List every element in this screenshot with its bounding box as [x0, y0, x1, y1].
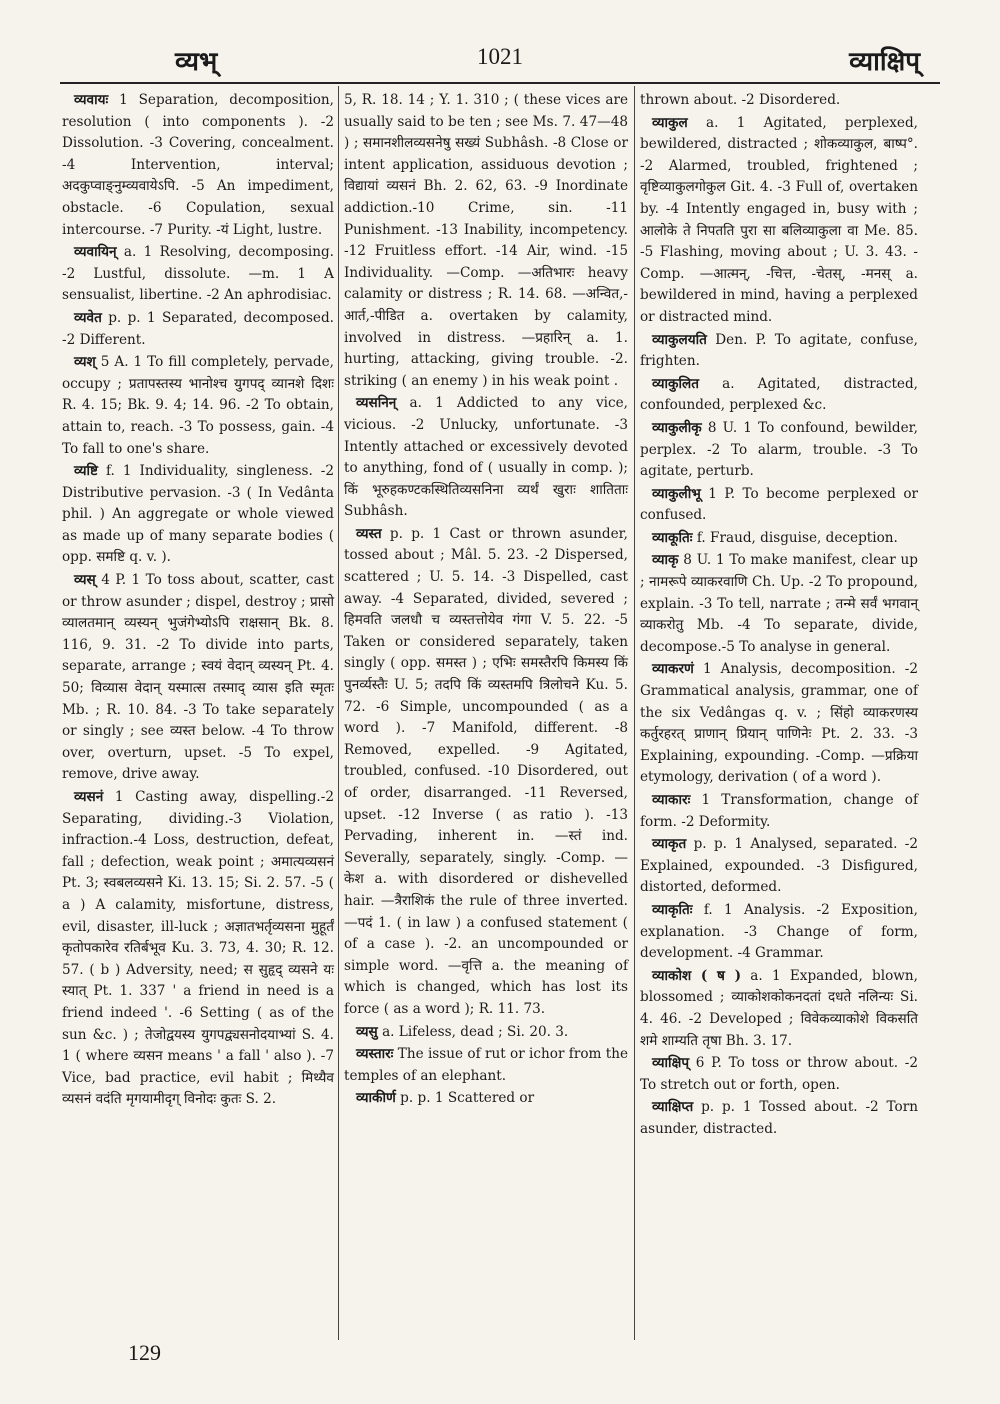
- entry-headword: व्याक्षिप्: [652, 1055, 690, 1072]
- dictionary-entry: [344, 393, 628, 523]
- entry-headword: व्याकुलित: [652, 375, 699, 392]
- entry-headword: व्याकारः: [652, 792, 691, 808]
- dictionary-entry: [344, 90, 628, 392]
- dictionary-column-3: [640, 90, 918, 1142]
- dictionary-entry: [640, 528, 918, 550]
- entry-headword: व्याकीर्ण: [356, 1090, 396, 1107]
- entry-definition: p. p. 1 Separated, decomposed. -2 Different.: [62, 309, 334, 348]
- dictionary-entry: [640, 418, 918, 483]
- dictionary-column-1: [62, 90, 334, 1112]
- dictionary-entry: [62, 787, 334, 1111]
- entry-definition: a. Lifeless, dead ; Si. 20. 3.: [382, 1023, 569, 1040]
- entry-definition: p. p. 1 Cast or thrown asunder, tossed about ; Mâl. 5. 23. -2 Dispersed, scattered ; U. 5. 14. -3 Dispelled, cast away. -4 Separated, divided, severed ; हिमवति जलधौ च व्यस्तत्तोयेव गंगा V. 5. 22. -5 Taken or considered separately, taken singly ( opp. समस्त ) ; एभिः समस्तैरपि किमस्य किं पुनर्व्यस्तैः U. 5; तदपि किं व्यस्तमपि त्रिलोचने Ku. 5. 72. -6 Simple, uncompounded ( as a word ). -7 Manifold, different. -8 Removed, expelled. -9 Agitated, troubled, confused. -10 Disordered, out of order, disarranged. -11 Reversed, upset. -12 Inverse ( as ratio ). -13 Pervading, inherent in. —स्तं ind. Severally, separately, singly. -Comp. —केश a. with disordered or dishevelled hair. —त्रैराशिकं the rule of three inverted. —पदं 1. ( in law ) a confused statement ( of a case ). -2. an uncompounded or simple word. —वृत्ति a. the meaning of which is changed, which has lost its force ( as a word ); R. 11. 73.: [344, 525, 628, 1017]
- entry-headword: व्यष्टि: [74, 463, 98, 480]
- entry-definition: 8 U. 1 To make manifest, clear up ; नामरूपे व्याकरवाणि Ch. Up. -2 To propound, explain. -3 To tell, narrate ; तन्मे सर्वं भगवान् व्याकरोतु Mb. -4 To separate, divide, decompose.-5 To analyse in general.: [640, 552, 918, 655]
- entry-definition: 4 P. 1 To toss about, scatter, cast or throw asunder ; dispel, destroy ; प्रासो व्यालतमान् व्यस्यन् भुजंगेभ्योऽपि राक्षसान् Bk. 8. 116, 9. 31. -2 To divide into parts, separate, arrange ; स्वयं वेदान् व्यस्यन् Pt. 4. 50; विव्यास वेदान् यस्मात्स तस्माद् व्यास इति स्मृतः Mb. ; R. 10. 84. -3 To take separately or singly ; see व्यस्त below. -4 To throw over, overturn, upset. -5 To expel, remove, drive away.: [62, 572, 334, 783]
- entry-definition: p. p. 1 Analysed, separated. -2 Explained, expounded. -3 Disfigured, distorted, deformed.: [640, 836, 919, 896]
- dictionary-entry: [62, 352, 334, 460]
- entry-headword: व्याकृत: [652, 836, 687, 853]
- entry-headword: व्याकुलयति: [652, 331, 707, 348]
- right-running-headword: व्याक्षिप्: [849, 47, 920, 77]
- dictionary-entry: [344, 1088, 628, 1110]
- entry-headword: व्यसनिन्: [356, 395, 397, 412]
- column-divider: [634, 86, 635, 1340]
- entry-headword: व्यवायिन्: [74, 244, 117, 261]
- dictionary-entry: [640, 1097, 918, 1140]
- dictionary-entry: [344, 524, 628, 1021]
- entry-headword: व्याकृ: [652, 552, 679, 569]
- dictionary-entry: [344, 1022, 628, 1044]
- dictionary-entry: [62, 90, 334, 241]
- entry-headword: व्यसनं: [74, 789, 104, 805]
- entry-headword: व्यस्: [74, 572, 96, 589]
- entry-headword: व्याकृतिः: [652, 901, 693, 918]
- dictionary-entry: [640, 1053, 918, 1096]
- entry-definition: The issue of rut or ichor from the temples of an elephant.: [344, 1046, 628, 1084]
- dictionary-entry: [640, 659, 918, 789]
- entry-headword: व्यवायः: [74, 92, 109, 108]
- dictionary-entry: [640, 550, 918, 658]
- dictionary-entry: [62, 570, 334, 786]
- dictionary-entry: [640, 484, 918, 527]
- entry-headword: व्याकुलीभू: [652, 485, 701, 502]
- entry-definition: a. Agitated, distracted, confounded, perplexed &c.: [640, 375, 918, 414]
- dictionary-entry: [640, 790, 918, 833]
- entry-definition: f. Fraud, disguise, deception.: [696, 529, 898, 546]
- page-header: [60, 38, 940, 80]
- entry-definition: 1 Separation, decomposition, resolution ( into components ). -2 Dissolution. -3 Covering, concealment. -4 Intervention, interval; अदकुप्वाङ्नुम्व्यवायेऽपि. -5 An impediment, obstacle. -6 Copulation, sexual intercourse. -7 Purity. -यं Light, lustre.: [62, 92, 335, 238]
- dictionary-entry: [640, 330, 918, 373]
- entry-definition: 1 Transformation, change of form. -2 Deformity.: [640, 792, 919, 830]
- entry-headword: व्यश्: [74, 354, 96, 371]
- entry-definition: 5, R. 18. 14 ; Y. 1. 310 ; ( these vices are usually said to be ten ; see Ms. 7. 47—48 ) ; समानशीलव्यसनेषु सख्यं Subhâsh. -8 Close or intent application, assiduous devotion ; विद्यायां व्यसनं Bh. 2. 62, 63. -9 Inordinate addiction.-10 Crime, sin. -11 Punishment. -13 Inability, incompetency. -12 Fruitless effort. -14 Air, wind. -15 Individuality. —Comp. —अतिभारः heavy calamity or distress ; R. 14. 68. —अन्वित,-आर्त,-पीडित a. overtaken by calamity, involved in distress. —प्रहारिन् a. 1. hurting, attacking, giving trouble. -2. striking ( an enemy ) in his weak point .: [344, 92, 628, 389]
- dictionary-entry: [344, 1044, 628, 1087]
- dictionary-entry: [62, 308, 334, 351]
- entry-definition: Den. P. To agitate, confuse, frighten.: [640, 331, 918, 370]
- entry-definition: p. p. 1 Scattered or: [400, 1090, 535, 1107]
- entry-definition: 6 P. To toss or throw about. -2 To stretch out or forth, open.: [640, 1055, 918, 1093]
- dictionary-entry: [62, 461, 334, 569]
- entry-definition: p. p. 1 Tossed about. -2 Torn asunder, distracted.: [640, 1099, 918, 1137]
- left-running-headword: व्यभ्: [175, 47, 218, 77]
- entry-headword: व्यस्त: [356, 525, 382, 542]
- entry-definition: 1 Analysis, decomposition. -2 Grammatical analysis, grammar, one of the six Vedângas q. v. ; सिंहो व्याकरणस्य कर्तुरहरत् प्राणान् प्रियान् पाणिनेः Pt. 2. 33. -3 Explaining, expounding. -Comp. —प्रक्रिया etymology, derivation ( of a word ).: [640, 661, 918, 786]
- entry-definition: f. 1 Individuality, singleness. -2 Distributive pervasion. -3 ( In Vedânta phil. ) An aggregate or whole viewed as made up of many separate bodies ( opp. समष्टि q. v. ).: [62, 463, 335, 566]
- entry-definition: 1 P. To become perplexed or confused.: [640, 485, 919, 524]
- dictionary-entry: [640, 834, 918, 899]
- entry-definition: thrown about. -2 Disordered.: [640, 92, 841, 108]
- entry-headword: व्यस्तारः: [356, 1046, 394, 1063]
- entry-headword: व्यसु: [356, 1023, 378, 1040]
- dictionary-entry: [640, 966, 918, 1052]
- page-number: 1021: [477, 44, 523, 69]
- dictionary-entry: [640, 900, 918, 965]
- entry-definition: a. 1 Resolving, decomposing. -2 Lustful, dissolute. —m. 1 A sensualist, libertine. -2 An aphrodisiac.: [62, 244, 334, 304]
- dictionary-entry: [640, 374, 918, 417]
- entry-headword: व्यवेत: [74, 309, 102, 326]
- dictionary-column-2: [344, 90, 628, 1111]
- entry-definition: 1 Casting away, dispelling.-2 Separating, dividing.-3 Violation, infraction.-4 Loss, destruction, defeat, fall ; defection, weak point ; अमात्यव्यसनं Pt. 3; स्वबलव्यसने Ki. 13. 15; Si. 2. 57. -5 ( a ) A calamity, misfortune, distress, evil, disaster, ill-luck ; अज्ञातभर्तृव्यसना मुहूर्तं कृतोपकारेव रतिर्बभूव Ku. 3. 73, 4. 30; R. 12. 57. ( b ) Adversity, need; स सुहृद् व्यसने यः स्यात् Pt. 1. 337 ' a friend in need is a friend indeed '. -6 Setting ( as of the sun &c. ) ; तेजोद्वयस्य युगपद्व्यसनोदयाभ्यां S. 4. 1 ( where व्यसन means ' a fall ' also ). -7 Vice, bad practice, evil habit ; मिथ्यैव व्यसनं वदंति मृगयामीदृग् विनोदः कुतः S. 2.: [62, 789, 334, 1108]
- entry-headword: व्याकरणं: [652, 661, 694, 678]
- entry-definition: a. 1 Addicted to any vice, vicious. -2 Unlucky, unfortunate. -3 Intently attached or excessively devoted to anything, fond of ( usually in comp. ); किं भूरुहकण्टकस्थितिव्यसनिना व्यर्थं खुराः शातिताः Subhâsh.: [344, 395, 628, 520]
- entry-definition: f. 1 Analysis. -2 Exposition, explanation. -3 Change of form, development. -4 Grammar.: [640, 901, 918, 962]
- entry-definition: a. 1 Expanded, blown, blossomed ; व्याकोशकोकनदतां दधते नलिन्यः Si. 4. 46. -2 Developed ; विवेकव्याकोशे विकसति शमे शाम्यति तृषा Bh. 3. 17.: [640, 967, 918, 1049]
- dictionary-entry: [62, 242, 334, 307]
- entry-headword: व्याकोश ( ष ): [652, 967, 741, 984]
- printer-signature-mark: 129: [128, 1340, 161, 1365]
- entry-headword: व्याकुलीकृ: [652, 419, 702, 436]
- column-divider: [338, 86, 339, 1340]
- dictionary-entry: [640, 90, 918, 112]
- entry-definition: 5 A. 1 To fill completely, pervade, occupy ; प्रतापस्तस्य भानोश्च युगपद् व्यानशे दिशः R. 4. 15; Bk. 9. 4; 14. 96. -2 To obtain, attain to, reach. -3 To possess, gain. -4 To fall to one's share.: [62, 354, 334, 457]
- header-rule: [60, 82, 940, 84]
- entry-definition: 8 U. 1 To confound, bewilder, perplex. -2 To alarm, trouble. -3 To agitate, perturb.: [640, 419, 919, 480]
- entry-headword: व्याक्षिप्त: [652, 1099, 694, 1116]
- entry-definition: a. 1 Agitated, perplexed, bewildered, distracted ; शोकव्याकुल, बाष्प°. -2 Alarmed, troubled, frightened ; वृष्टिव्याकुलगोकुल Git. 4. -3 Full of, overtaken by. -4 Intently engaged in, busy with ; आलोके ते निपतति पुरा सा बलिव्याकुला वा Me. 85. -5 Flashing, moving about ; U. 3. 43. -Comp. —आत्मन्, -चित्त, -चेतस्, -मनस् a. bewildered in mind, having a perplexed or distracted mind.: [640, 114, 918, 325]
- dictionary-entry: [640, 113, 918, 329]
- entry-headword: व्याकुल: [652, 114, 688, 131]
- entry-headword: व्याकूतिः: [652, 529, 693, 546]
